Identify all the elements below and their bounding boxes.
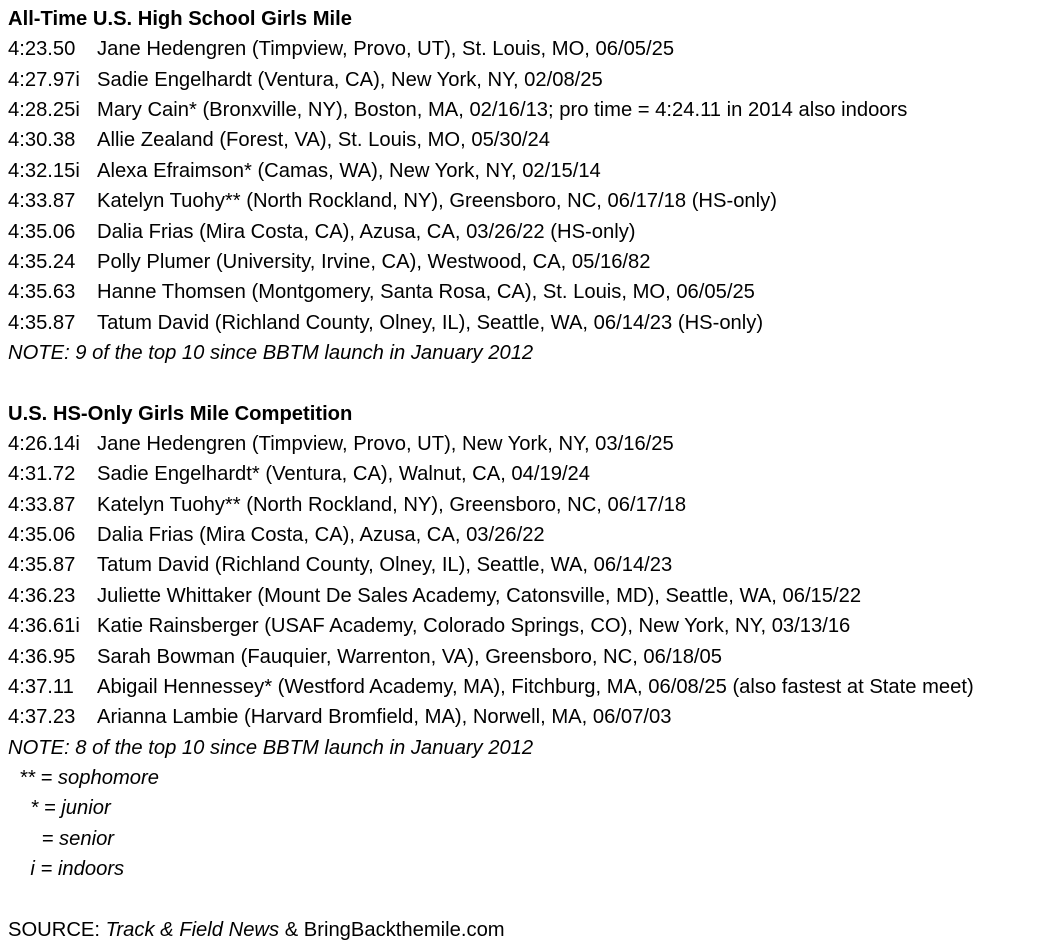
list-item xyxy=(8,702,1060,732)
list-item xyxy=(8,429,1060,459)
record-details: Sarah Bowman (Fauquier, Warrenton, VA), Greensboro, NC, 06/18/05 xyxy=(97,645,722,668)
list-item xyxy=(8,490,1060,520)
record-time: 4:30.38 xyxy=(8,129,76,152)
spacer xyxy=(8,884,1060,914)
record-details: Hanne Thomsen (Montgomery, Santa Rosa, CA), St. Louis, MO, 06/05/25 xyxy=(97,281,755,304)
record-time: 4:26.14i xyxy=(8,433,80,456)
record-details: Katie Rainsberger (USAF Academy, Colorado Springs, CO), New York, NY, 03/13/16 xyxy=(97,615,851,638)
record-time: 4:23.50 xyxy=(8,38,76,61)
list-item xyxy=(8,277,1060,307)
record-time: 4:36.23 xyxy=(8,584,76,607)
list-item xyxy=(8,520,1060,550)
legend-key xyxy=(8,763,1060,884)
record-time: 4:36.61i xyxy=(8,615,80,638)
key-junior: * = junior xyxy=(8,797,111,820)
list-item xyxy=(8,95,1060,125)
list-item xyxy=(8,186,1060,216)
record-time: 4:28.25i xyxy=(8,99,80,122)
record-details: Polly Plumer (University, Irvine, CA), Westwood, CA, 05/16/82 xyxy=(97,250,651,273)
record-time: 4:32.15i xyxy=(8,159,80,182)
record-details: Sadie Engelhardt* (Ventura, CA), Walnut, CA, 04/19/24 xyxy=(97,463,591,486)
list-item xyxy=(8,642,1060,672)
record-time: 4:27.97i xyxy=(8,68,80,91)
list-item xyxy=(8,125,1060,155)
list-item xyxy=(8,672,1060,702)
record-time: 4:35.87 xyxy=(8,311,76,334)
source-publication: Track & Field News xyxy=(105,918,280,941)
record-details: Arianna Lambie (Harvard Bromfield, MA), Norwell, MA, 06/07/03 xyxy=(97,706,672,729)
key-indoors: i = indoors xyxy=(8,858,125,881)
record-time: 4:35.24 xyxy=(8,250,76,273)
list-item xyxy=(8,34,1060,64)
spacer xyxy=(8,368,1060,398)
section1-title: All-Time U.S. High School Girls Mile xyxy=(8,8,352,30)
record-time: 4:31.72 xyxy=(8,463,76,486)
source-line xyxy=(8,915,1060,945)
record-time: 4:33.87 xyxy=(8,190,76,213)
section2-title: U.S. HS-Only Girls Mile Competition xyxy=(8,402,353,425)
record-details: Jane Hedengren (Timpview, Provo, UT), New York, NY, 03/16/25 xyxy=(97,433,674,456)
record-details: Alexa Efraimson* (Camas, WA), New York, NY, 02/15/14 xyxy=(97,159,601,182)
record-details: Mary Cain* (Bronxville, NY), Boston, MA, 02/16/13; pro time = 4:24.11 in 2014 also indoors xyxy=(97,99,908,122)
record-details: Abigail Hennessey* (Westford Academy, MA), Fitchburg, MA, 06/08/25 (also fastest at State meet) xyxy=(97,675,974,698)
record-details: Dalia Frias (Mira Costa, CA), Azusa, CA, 03/26/22 xyxy=(97,524,545,547)
record-time: 4:35.87 xyxy=(8,554,76,577)
list-item xyxy=(8,550,1060,580)
record-details: Sadie Engelhardt (Ventura, CA), New York, NY, 02/08/25 xyxy=(97,68,603,91)
record-time: 4:35.06 xyxy=(8,524,76,547)
record-details: Tatum David (Richland County, Olney, IL), Seattle, WA, 06/14/23 (HS-only) xyxy=(97,311,764,334)
list-item xyxy=(8,581,1060,611)
record-details: Jane Hedengren (Timpview, Provo, UT), St. Louis, MO, 06/05/25 xyxy=(97,38,675,61)
record-time: 4:37.11 xyxy=(8,675,74,698)
record-details: Katelyn Tuohy** (North Rockland, NY), Greensboro, NC, 06/17/18 (HS-only) xyxy=(97,190,777,213)
record-details: Juliette Whittaker (Mount De Sales Academy, Catonsville, MD), Seattle, WA, 06/15/22 xyxy=(97,584,862,607)
list-item xyxy=(8,156,1060,186)
record-time: 4:33.87 xyxy=(8,493,76,516)
list-item xyxy=(8,217,1060,247)
list-item xyxy=(8,65,1060,95)
record-time: 4:36.95 xyxy=(8,645,76,668)
list-item xyxy=(8,247,1060,277)
list-item xyxy=(8,308,1060,338)
record-details: Dalia Frias (Mira Costa, CA), Azusa, CA, 03/26/22 (HS-only) xyxy=(97,220,636,243)
record-time: 4:37.23 xyxy=(8,706,76,729)
record-details: Allie Zealand (Forest, VA), St. Louis, MO, 05/30/24 xyxy=(97,129,550,152)
key-senior: = senior xyxy=(8,827,115,850)
record-time: 4:35.63 xyxy=(8,281,76,304)
source-prefix: SOURCE: xyxy=(8,918,106,941)
section1-note: NOTE: 9 of the top 10 since BBTM launch in January 2012 xyxy=(8,341,534,364)
source-suffix: & BringBackthemile.com xyxy=(279,918,505,941)
record-details: Katelyn Tuohy** (North Rockland, NY), Greensboro, NC, 06/17/18 xyxy=(97,493,687,516)
list-item xyxy=(8,459,1060,489)
list-item xyxy=(8,611,1060,641)
section1-list xyxy=(8,34,1060,338)
record-details: Tatum David (Richland County, Olney, IL), Seattle, WA, 06/14/23 xyxy=(97,554,673,577)
record-time: 4:35.06 xyxy=(8,220,76,243)
section2-list xyxy=(8,429,1060,733)
key-sophomore: ** = sophomore xyxy=(8,766,159,789)
section2-note: NOTE: 8 of the top 10 since BBTM launch in January 2012 xyxy=(8,736,534,759)
